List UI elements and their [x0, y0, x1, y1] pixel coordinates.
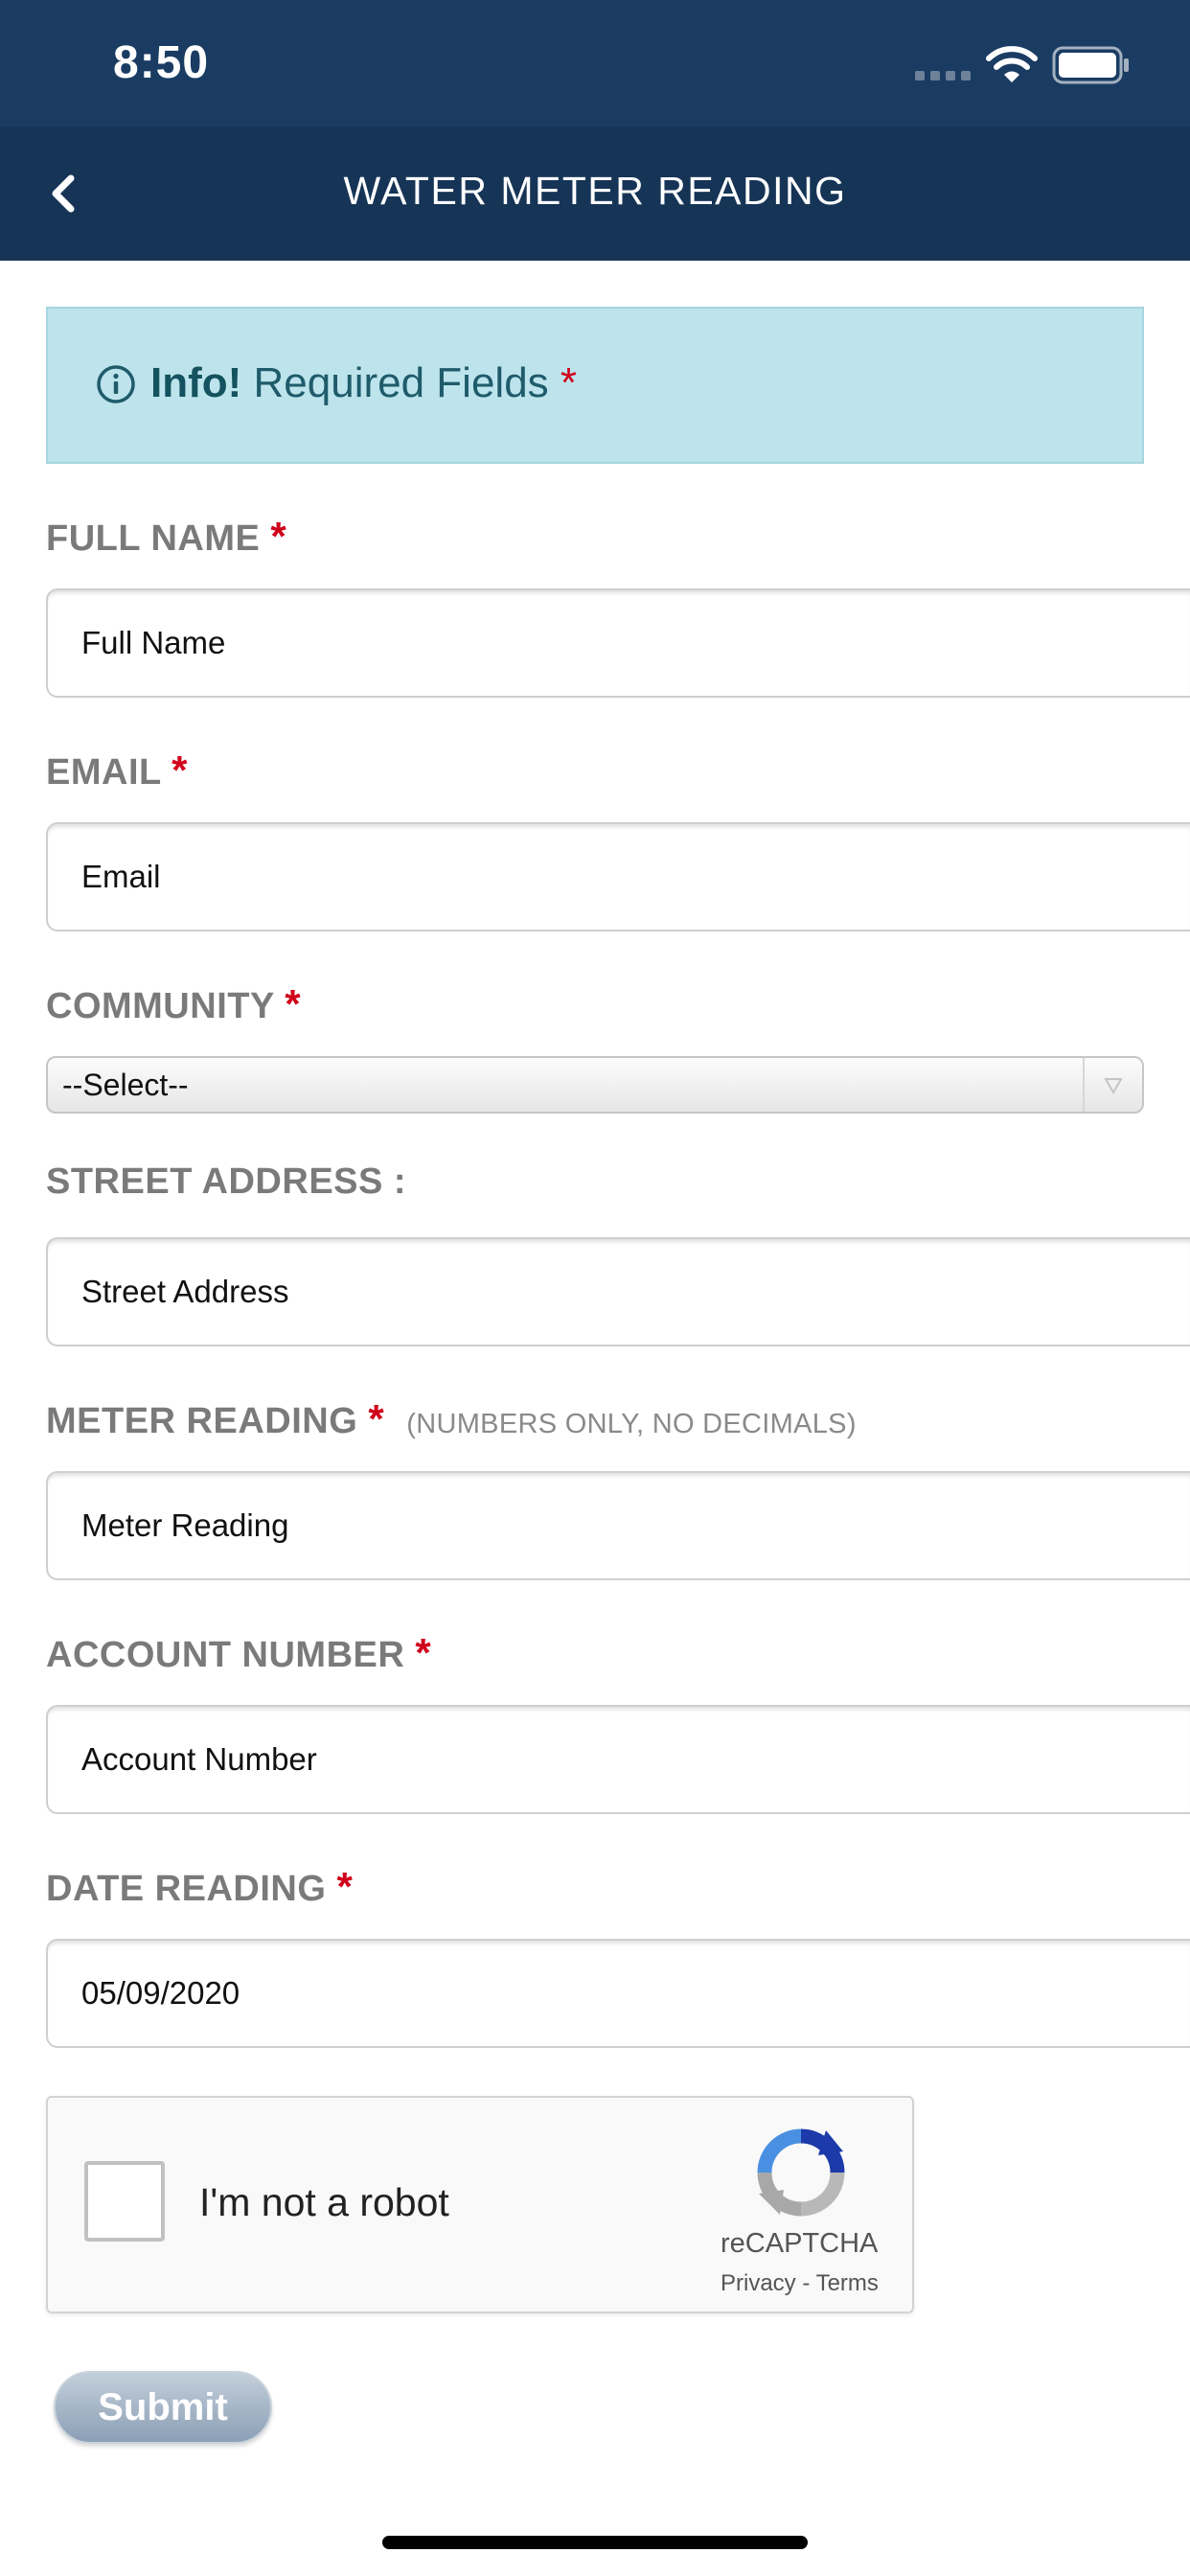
full-name-input-text: Full Name — [81, 625, 226, 660]
page-title: WATER METER READING — [343, 169, 847, 213]
home-indicator — [382, 2536, 808, 2549]
date-reading-input[interactable] — [46, 1939, 1190, 2048]
street-address-input[interactable] — [46, 1237, 1190, 1346]
info-title: Info! — [150, 359, 242, 406]
recaptcha-checkbox[interactable] — [84, 2161, 165, 2242]
email-label-text: EMAIL — [46, 752, 162, 793]
email-input-text: Email — [81, 859, 161, 894]
recaptcha-brand: reCAPTCHA — [721, 2228, 879, 2259]
info-icon — [96, 364, 136, 404]
meter-reading-input[interactable] — [46, 1471, 1190, 1580]
account-number-input-text: Account Number — [81, 1741, 317, 1777]
meter-reading-label-text: METER READING — [46, 1401, 358, 1441]
street-address-label — [46, 1162, 406, 1203]
required-star: * — [560, 359, 578, 406]
required-star: * — [415, 1630, 432, 1675]
meter-reading-hint: (NUMBERS ONLY, NO DECIMALS) — [406, 1409, 857, 1439]
full-name-label-text: FULL NAME — [46, 518, 261, 559]
wifi-icon — [985, 46, 1039, 84]
required-star: * — [270, 514, 287, 559]
recaptcha-label: I'm not a robot — [199, 2180, 449, 2224]
email-input[interactable] — [46, 822, 1190, 932]
info-text: Required Fields — [241, 359, 561, 406]
community-label-text: COMMUNITY — [46, 986, 275, 1026]
date-reading-label — [46, 1864, 353, 1910]
account-number-label — [46, 1630, 431, 1676]
cellular-signal-icon — [915, 71, 971, 80]
recaptcha-privacy-terms-link[interactable]: Privacy - Terms — [721, 2270, 879, 2296]
date-reading-label-text: DATE READING — [46, 1869, 327, 1909]
street-address-input-text: Street Address — [81, 1274, 289, 1309]
community-label — [46, 981, 301, 1027]
recaptcha-widget — [46, 2096, 914, 2313]
account-number-input[interactable] — [46, 1705, 1190, 1814]
full-name-input[interactable] — [46, 588, 1190, 698]
community-select[interactable] — [46, 1056, 1144, 1114]
info-message — [150, 359, 577, 407]
full-name-label — [46, 514, 286, 560]
chevron-down-icon — [1085, 1058, 1142, 1112]
street-address-label-text: STREET ADDRESS : — [46, 1162, 407, 1202]
required-star: * — [172, 748, 188, 793]
navigation-bar — [0, 126, 1190, 261]
info-alert — [46, 307, 1144, 464]
status-time: 8:50 — [113, 37, 210, 88]
required-star: * — [368, 1396, 385, 1441]
status-bar — [0, 0, 1190, 126]
date-reading-input-text: 05/09/2020 — [81, 1975, 240, 2011]
account-number-label-text: ACCOUNT NUMBER — [46, 1635, 405, 1675]
required-star: * — [336, 1864, 354, 1909]
email-label — [46, 748, 188, 794]
dropdown-arrow — [1083, 1058, 1142, 1112]
battery-icon — [1052, 46, 1131, 84]
meter-reading-input-text: Meter Reading — [81, 1507, 289, 1543]
required-star: * — [285, 981, 302, 1026]
meter-reading-label — [46, 1396, 857, 1442]
community-selected-value: --Select-- — [62, 1068, 189, 1102]
recaptcha-logo-icon — [755, 2127, 847, 2219]
submit-button[interactable]: Submit — [54, 2371, 272, 2444]
